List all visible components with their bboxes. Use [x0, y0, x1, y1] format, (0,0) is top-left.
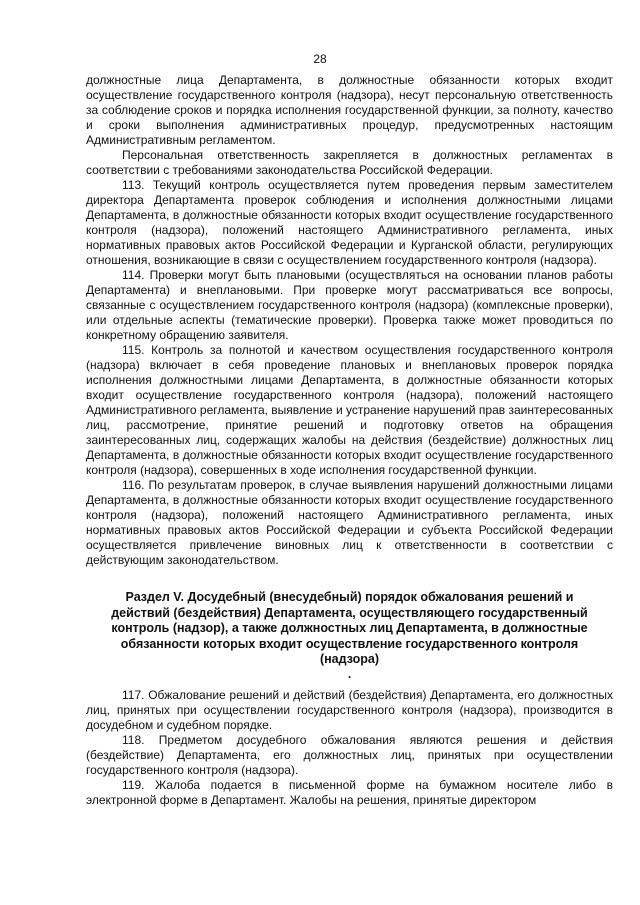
section-heading: Раздел V. Досудебный (внесудебный) порядок обжалования решений и действий (бездействия) Департамента, осуществляющего государственный контроль (надзор), а также должностных лиц Департамента, в должностные обязанности которых входит осуществление государственного контроля (надзора) [111, 590, 588, 666]
paragraph-118: 118. Предметом досудебного обжалования являются решения и действия (бездействие) Департамента, его должностных лиц, принятых при осуществлении государственного контроля (надзора). [86, 732, 613, 777]
paragraph: должностные лица Департамента, в должностные обязанности которых входит осуществление государственного контроля (надзора), несут персональную ответственность за соблюдение сроков и порядка исполнения государственной функции, за полноту, качество и сроки выполнения административных процедур, предусмотренных настоящим Административным регламентом. [86, 73, 613, 147]
paragraph-119: 119. Жалоба подается в письменной форме на бумажном носителе либо в электронной форме в Департамент. Жалобы на решения, принятые директором [86, 777, 613, 807]
paragraph: Персональная ответственность закрепляется в должностных регламентах в соответствии с требованиями законодательства Российской Федерации. [86, 148, 613, 177]
document-body [86, 73, 613, 808]
heading-dot: . [347, 666, 352, 681]
paragraph-116: 116. По результатам проверок, в случае выявления нарушений должностными лицами Департамента, в должностные обязанности которых входит осуществление государственного контроля (надзора), положений настоящего Административного регламента, иных нормативных правовых актов Российской Федерации и субъекта Российской Федерации осуществляется привлечение виновных лиц к ответственности в соответствии с действующим законодательством. [86, 478, 613, 567]
paragraph-115: 115. Контроль за полнотой и качеством осуществления государственного контроля (надзора) включает в себя проведение плановых и внеплановых проверок порядка исполнения должностными лицами Департамента, в должностные обязанности которых входит осуществление государственного контроля (надзора), положений настоящего Административного регламента, выявление и устранение нарушений прав заинтересованных лиц, рассмотрение, принятие решений и подготовку ответов на обращения заинтересованных лиц, содержащих жалобы на действия (бездействие) должностных лиц Департамента, в должностные обязанности которых входит осуществление государственного контроля (надзора), совершенных в ходе исполнения государственной функции. [86, 343, 613, 477]
page-number: 28 [313, 52, 327, 66]
paragraph-113: 113. Текущий контроль осуществляется путем проведения первым заместителем директора Департамента проверок соблюдения и исполнения должностными лицами Департамента, в должностные обязанности которых входит осуществление государственного контроля (надзора), положений настоящего Административного регламента, иных нормативных правовых актов Российской Федерации и Курганской области, регулирующих отношения, возникающие в связи с осуществлением государственного контроля (надзора). [86, 178, 613, 267]
paragraph-117: 117. Обжалование решений и действий (бездействия) Департамента, его должностных лиц, принятых при осуществлении государственного контроля (надзора), производится в досудебном и судебном порядке. [86, 687, 613, 732]
paragraph-114: 114. Проверки могут быть плановыми (осуществляться на основании планов работы Департамента) и внеплановыми. При проверке могут рассматриваться все вопросы, связанные с осуществлением государственного контроля (надзора) (комплексные проверки), или отдельные аспекты (тематические проверки). Проверка также может проводиться по конкретному обращению заявителя. [86, 268, 613, 342]
